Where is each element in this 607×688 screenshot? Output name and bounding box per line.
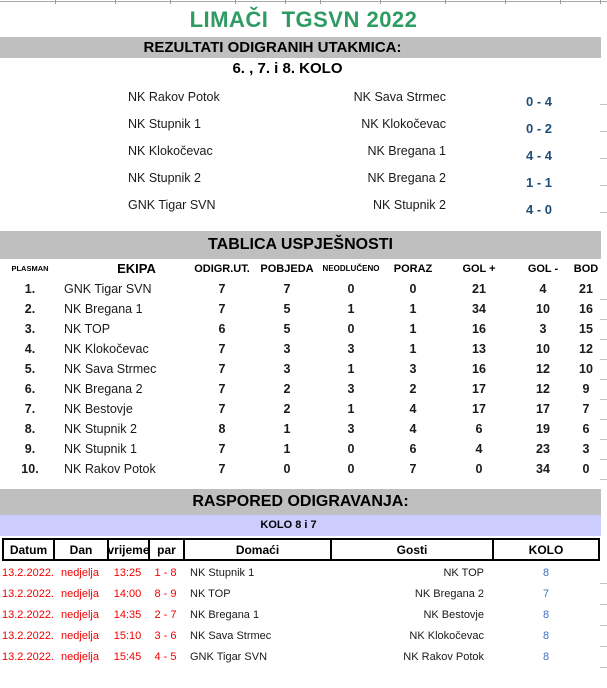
gridline-tick xyxy=(55,0,56,4)
match-date: 13.2.2022. xyxy=(2,567,54,579)
points: 15 xyxy=(579,322,593,336)
standings-row xyxy=(0,459,607,479)
played: 7 xyxy=(218,462,226,476)
goals-against: 3 xyxy=(539,322,547,336)
gridline-tick xyxy=(600,583,607,584)
goals-against: 12 xyxy=(536,362,550,376)
standings-header-row xyxy=(0,259,607,279)
points: 21 xyxy=(579,282,593,296)
goals-against: 34 xyxy=(536,462,550,476)
results-section-header: REZULTATI ODIGRANIH UTAKMICA: xyxy=(0,37,601,58)
match-date: 13.2.2022. xyxy=(2,630,54,642)
goals-for: 17 xyxy=(472,382,486,396)
match-score: 0 - 4 xyxy=(525,94,552,109)
home-team: NK Stupnik 1 xyxy=(128,117,201,131)
round-number: 8 xyxy=(542,630,550,642)
away-team: NK Bregana 2 xyxy=(367,171,446,185)
rank: 4. xyxy=(24,342,36,356)
match-result-row xyxy=(0,138,607,165)
gridline-tick xyxy=(600,359,607,360)
team-name: NK Bregana 2 xyxy=(64,382,143,396)
points: 7 xyxy=(582,402,590,416)
schedule-row xyxy=(2,648,600,667)
gridline-tick xyxy=(600,212,607,213)
losses: 3 xyxy=(409,362,417,376)
match-result-row xyxy=(0,165,607,192)
played: 8 xyxy=(218,422,226,436)
match-time: 13:25 xyxy=(113,567,142,579)
played: 7 xyxy=(218,382,226,396)
losses: 2 xyxy=(409,382,417,396)
rank: 3. xyxy=(24,322,36,336)
draws: 1 xyxy=(347,362,355,376)
gridline-tick xyxy=(170,0,171,4)
col-domaci: Domaći xyxy=(185,540,332,559)
losses: 7 xyxy=(409,462,417,476)
wins: 1 xyxy=(283,442,291,456)
col-datum: Datum xyxy=(4,540,55,559)
home-team: NK Rakov Potok xyxy=(128,90,220,104)
gridline-tick xyxy=(600,439,607,440)
match-result-row xyxy=(0,84,607,111)
match-time: 14:35 xyxy=(113,609,142,621)
standings-row xyxy=(0,339,607,359)
played: 7 xyxy=(218,362,226,376)
schedule-row xyxy=(2,585,600,604)
away-team: NK Rakov Potok xyxy=(403,651,484,663)
home-team: NK Stupnik 1 xyxy=(190,567,255,579)
rank: 1. xyxy=(24,282,36,296)
col-neodluceno: NEODLUČENO xyxy=(322,264,380,273)
standings-section-header: TABLICA USPJEŠNOSTI xyxy=(0,231,601,259)
gridline-tick xyxy=(600,399,607,400)
standings-row xyxy=(0,419,607,439)
goals-against: 23 xyxy=(536,442,550,456)
team-name: NK Sava Strmec xyxy=(64,362,157,376)
home-team: NK Stupnik 2 xyxy=(128,171,201,185)
draws: 3 xyxy=(347,422,355,436)
losses: 0 xyxy=(409,282,417,296)
played: 7 xyxy=(218,402,226,416)
rank: 2. xyxy=(24,302,36,316)
col-pobjeda: POBJEDA xyxy=(260,263,314,275)
away-team: NK Bestovje xyxy=(423,609,484,621)
points: 9 xyxy=(582,382,590,396)
schedule-row xyxy=(2,564,600,583)
goals-against: 4 xyxy=(539,282,547,296)
match-result-row xyxy=(0,111,607,138)
team-name: GNK Tigar SVN xyxy=(64,282,152,296)
draws: 1 xyxy=(347,302,355,316)
round-number: 8 xyxy=(542,651,550,663)
standings-row xyxy=(0,279,607,299)
gridline-tick xyxy=(235,0,236,4)
col-kolo: KOLO xyxy=(528,542,564,557)
match-score: 0 - 2 xyxy=(525,121,552,136)
match-time: 15:45 xyxy=(113,651,142,663)
gridline-tick xyxy=(600,0,601,4)
wins: 2 xyxy=(283,382,291,396)
round-number: 8 xyxy=(542,567,550,579)
away-team: NK Bregana 2 xyxy=(414,588,484,600)
goals-for: 0 xyxy=(475,462,483,476)
points: 16 xyxy=(579,302,593,316)
goals-for: 17 xyxy=(472,402,486,416)
played: 6 xyxy=(218,322,226,336)
match-score: 1 - 1 xyxy=(525,175,552,190)
gridline-tick xyxy=(600,419,607,420)
col-gosti: Gosti xyxy=(332,540,494,559)
gridline-tick xyxy=(600,604,607,605)
round-number: 7 xyxy=(542,588,550,600)
points: 6 xyxy=(582,422,590,436)
match-score: 4 - 0 xyxy=(525,202,552,217)
gridline-tick xyxy=(600,479,607,480)
match-time: 14:00 xyxy=(113,588,142,600)
home-team: NK Sava Strmec xyxy=(190,630,272,642)
played: 7 xyxy=(218,442,226,456)
rank: 9. xyxy=(24,442,36,456)
rank: 8. xyxy=(24,422,36,436)
wins: 2 xyxy=(283,402,291,416)
gridline-tick xyxy=(600,319,607,320)
team-name: NK Klokočevac xyxy=(64,342,149,356)
col-gol-plus: GOL + xyxy=(462,263,496,275)
match-day: nedjelja xyxy=(61,630,99,642)
team-name: NK Rakov Potok xyxy=(64,462,156,476)
match-result-row xyxy=(0,192,607,219)
match-pair: 3 - 6 xyxy=(154,630,177,642)
losses: 6 xyxy=(409,442,417,456)
draws: 0 xyxy=(347,462,355,476)
round-number: 8 xyxy=(542,609,550,621)
goals-against: 19 xyxy=(536,422,550,436)
rank: 7. xyxy=(24,402,36,416)
losses: 1 xyxy=(409,342,417,356)
match-time: 15:10 xyxy=(113,630,142,642)
schedule-header-row xyxy=(2,538,600,561)
wins: 0 xyxy=(283,462,291,476)
col-plasman: PLASMAN xyxy=(11,264,49,273)
goals-for: 16 xyxy=(472,362,486,376)
col-ekipa: EKIPA xyxy=(117,261,156,276)
gridline-tick xyxy=(285,0,286,4)
standings-row xyxy=(0,439,607,459)
match-pair: 4 - 5 xyxy=(154,651,177,663)
gridline-tick xyxy=(115,0,116,4)
wins: 3 xyxy=(283,342,291,356)
gridline-tick xyxy=(320,0,321,4)
losses: 1 xyxy=(409,302,417,316)
draws: 0 xyxy=(347,322,355,336)
home-team: NK Bregana 1 xyxy=(190,609,260,621)
goals-for: 4 xyxy=(475,442,483,456)
home-team: GNK Tigar SVN xyxy=(190,651,268,663)
gridline-tick xyxy=(600,299,607,300)
away-team: NK Klokočevac xyxy=(409,630,484,642)
match-score: 4 - 4 xyxy=(525,148,552,163)
draws: 3 xyxy=(347,342,355,356)
col-par: par xyxy=(150,540,185,559)
team-name: NK TOP xyxy=(64,322,111,336)
standings-row xyxy=(0,359,607,379)
goals-for: 6 xyxy=(475,422,483,436)
wins: 1 xyxy=(283,422,291,436)
standings-row xyxy=(0,399,607,419)
team-name: NK Bregana 1 xyxy=(64,302,143,316)
home-team: NK Klokočevac xyxy=(128,144,213,158)
col-odigr-ut: ODIGR.UT. xyxy=(194,263,250,275)
col-poraz: PORAZ xyxy=(393,263,433,275)
goals-against: 17 xyxy=(536,402,550,416)
gridline-tick xyxy=(600,158,607,159)
played: 7 xyxy=(218,282,226,296)
points: 3 xyxy=(582,442,590,456)
goals-against: 10 xyxy=(536,302,550,316)
home-team: GNK Tigar SVN xyxy=(128,198,216,212)
rank: 6. xyxy=(24,382,36,396)
team-name: NK Stupnik 2 xyxy=(64,422,137,436)
schedule-row xyxy=(2,606,600,625)
home-team: NK TOP xyxy=(190,588,231,600)
wins: 5 xyxy=(283,302,291,316)
team-name: NK Stupnik 1 xyxy=(64,442,137,456)
points: 10 xyxy=(579,362,593,376)
gridline-tick xyxy=(600,459,607,460)
match-day: nedjelja xyxy=(61,609,99,621)
draws: 3 xyxy=(347,382,355,396)
team-name: NK Bestovje xyxy=(64,402,133,416)
match-pair: 2 - 7 xyxy=(154,609,177,621)
played: 7 xyxy=(218,342,226,356)
gridline-tick xyxy=(560,0,561,4)
wins: 3 xyxy=(283,362,291,376)
goals-for: 21 xyxy=(472,282,486,296)
rank: 10. xyxy=(21,462,39,476)
match-day: nedjelja xyxy=(61,567,99,579)
goals-for: 16 xyxy=(472,322,486,336)
away-team: NK Stupnik 2 xyxy=(373,198,446,212)
col-vrijeme: vrijeme xyxy=(109,540,150,559)
goals-against: 12 xyxy=(536,382,550,396)
gridline-tick xyxy=(600,104,607,105)
match-day: nedjelja xyxy=(61,651,99,663)
page-title: LIMAČI TGSVN 2022 xyxy=(189,7,418,32)
away-team: NK Klokočevac xyxy=(361,117,446,131)
match-day: nedjelja xyxy=(61,588,99,600)
match-pair: 1 - 8 xyxy=(154,567,177,579)
wins: 7 xyxy=(283,282,291,296)
goals-for: 34 xyxy=(472,302,486,316)
gridline-tick xyxy=(380,0,381,4)
gridline-tick xyxy=(600,185,607,186)
match-date: 13.2.2022. xyxy=(2,588,54,600)
away-team: NK Bregana 1 xyxy=(367,144,446,158)
gridline-tick xyxy=(600,625,607,626)
gridline-tick xyxy=(600,667,607,668)
match-pair: 8 - 9 xyxy=(154,588,177,600)
gridline-tick xyxy=(600,131,607,132)
points: 12 xyxy=(579,342,593,356)
standings-row xyxy=(0,299,607,319)
draws: 1 xyxy=(347,402,355,416)
gridline-tick xyxy=(600,339,607,340)
schedule-round-label: KOLO 8 i 7 xyxy=(0,515,601,536)
match-date: 13.2.2022. xyxy=(2,651,54,663)
standings-row xyxy=(0,319,607,339)
col-bod: BOD xyxy=(573,263,599,275)
schedule-row xyxy=(2,627,600,646)
wins: 5 xyxy=(283,322,291,336)
match-date: 13.2.2022. xyxy=(2,609,54,621)
gridline-tick xyxy=(505,0,506,4)
rank: 5. xyxy=(24,362,36,376)
standings-row xyxy=(0,379,607,399)
schedule-section-header: RASPORED ODIGRAVANJA: xyxy=(0,489,601,515)
draws: 0 xyxy=(347,282,355,296)
results-round-subtitle: 6. , 7. i 8. KOLO xyxy=(232,60,343,77)
losses: 1 xyxy=(409,322,417,336)
away-team: NK Sava Strmec xyxy=(353,90,446,104)
grid-top-border xyxy=(0,1,607,2)
gridline-tick xyxy=(445,0,446,4)
points: 0 xyxy=(582,462,590,476)
gridline-tick xyxy=(600,646,607,647)
played: 7 xyxy=(218,302,226,316)
draws: 0 xyxy=(347,442,355,456)
goals-for: 13 xyxy=(472,342,486,356)
losses: 4 xyxy=(409,402,417,416)
losses: 4 xyxy=(409,422,417,436)
gridline-tick xyxy=(600,379,607,380)
col-gol-minus: GOL - xyxy=(527,263,559,275)
goals-against: 10 xyxy=(536,342,550,356)
away-team: NK TOP xyxy=(443,567,484,579)
col-dan: Dan xyxy=(55,540,109,559)
